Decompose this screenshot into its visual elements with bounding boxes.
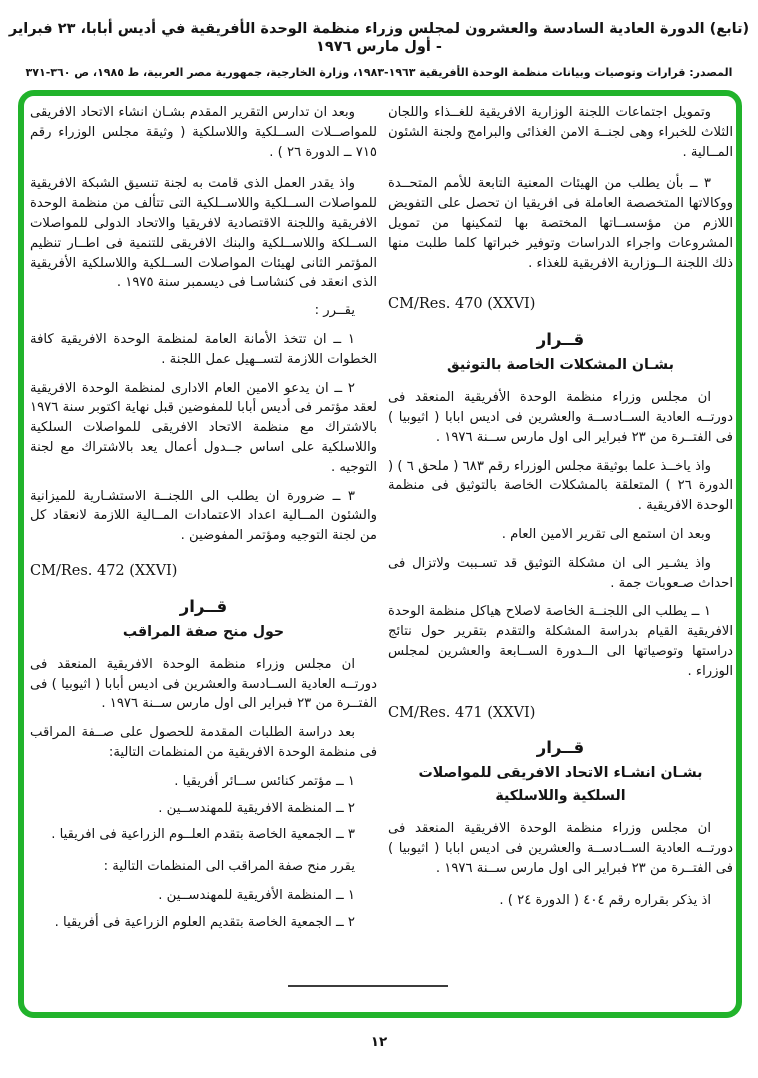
resolution-471-subject-line2: السلكية واللاسلكية bbox=[495, 788, 626, 805]
resolution-472-title: قــرار bbox=[179, 596, 228, 616]
resolution-470-id: CM/Res. 470 (XXVI) bbox=[388, 296, 536, 313]
res469-clause-3: ٣ ــ بأن يطلب من الهيئات المعنية التابعة للأمم المتحــدة ووكالاتها المتخصصة العاملة فى افريقيا ان تحصل على التفويض اللازم من مؤسســاتها المختصة بها لتمكينها من تمويل المشروعات واجراء الدراسات وتوفير خبراتها كلما طلبت منها ذلك اللجنة الــوزارية الافريقية للغذاء . bbox=[388, 176, 733, 271]
resolution-472-preamble: ان مجلس وزراء منظمة الوحدة الافريقية المنعقد فى دورتــه العادية الســادسة والعشرين فى اديس أبابا ( اثيوبيا ) فى الفتــرة من ٢٣ فبراير الى اول مارس ســنة ١٩٧٦ . bbox=[30, 656, 377, 712]
end-of-text-rule bbox=[288, 985, 448, 987]
resolution-472-subject: حول منح صفة المراقب bbox=[122, 623, 285, 640]
resolution-472-applications-intro: بعد دراسة الطلبات المقدمة للحصول على صــفة المراقب فى منظمة الوحدة الافريقية من المنظمات التالية: bbox=[30, 725, 377, 760]
column-right bbox=[388, 103, 733, 923]
resolution-470-having-heard: وبعد ان استمع الى تقرير الامين العام . bbox=[501, 526, 711, 542]
applicant-organization-2: ٢ ــ المنظمة الافريقية للمهندســين . bbox=[158, 800, 355, 816]
res471-clause-3: ٣ ــ ضرورة ان يطلب الى اللجنــة الاستشـارية للميزانية والشئون المــالية اعداد الاعتمادات المــالية اللازمة لانعقاد كل من لجنة التوجيه ومؤتمر المفوضين . bbox=[30, 488, 377, 544]
resolution-470-preamble: ان مجلس وزراء منظمة الوحدة الأفريقية المنعقد فى دورتــه العادية الســادســة والعشرين فى اديس ابابا ( اثيوبيا ) فى الفتــرة من ٢٣ فبراير الى اول مارس ســنة ١٩٧٦ . bbox=[388, 390, 733, 445]
res469-continuation-paragraph: وتمويل اجتماعات اللجنة الوزارية الافريقية للغــذاء واللجان الثلاث للخبراء وهى لجنــة الامن الغذائى والبرامج ولجنة الشئون المــالية . bbox=[388, 105, 733, 160]
column-left bbox=[30, 103, 377, 940]
res471-clause-1: ١ ــ ان تتخذ الأمانة العامة لمنظمة الوحدة الافريقية كافة الخطوات اللازمة لتســهيل عمل اللجنة . bbox=[30, 331, 377, 367]
resolution-470-noting: واذ ياخــذ علما بوثيقة مجلس الوزراء رقم ٦٨٣ ( ملحق ٦ ) ( الدورة ٢٦ ) المتعلقة بالمشكلات الخاصة بالتوثيق فى منظمة الوحدة الافريقية . bbox=[388, 458, 733, 514]
resolution-470-subject: بشـان المشكلات الخاصة بالتوثيق bbox=[447, 357, 674, 374]
applicant-organization-3: ٣ ــ الجمعية الخاصة بتقدم العلــوم الزراعية فى افريقيا . bbox=[51, 827, 355, 843]
resolution-471-subject-line1: بشـان انشـاء الاتحاد الافريقى للمواصلات bbox=[418, 765, 703, 782]
green-border-frame bbox=[18, 90, 742, 1018]
resolution-470-clause-1: ١ ــ يطلب الى اللجنــة الخاصة لاصلاح هياكل منظمة الوحدة الافريقية القيام بدراسة المشكلة والتقدم بتقرير حول نتائج دراستها وتوصياتها الى الــدورة الســابعة والعشرين لمجلس الوزراء . bbox=[388, 604, 733, 679]
resolution-471-recalling: اذ يذكر بقراره رقم ٤٠٤ ( الدورة ٢٤ ) . bbox=[499, 892, 711, 908]
page-header bbox=[8, 20, 750, 79]
page-number: ١٢ bbox=[370, 1034, 388, 1050]
res471-considered-report: وبعد ان تدارس التقرير المقدم بشـان انشاء الاتحاد الافريقى للمواصــلات الســلكية واللاسلكية ( وثيقة مجلس الوزراء رقم ٧١٥ ــ الدورة ٢٦ ) . bbox=[30, 105, 377, 160]
resolution-471-preamble: ان مجلس وزراء منظمة الوحدة الافريقية المنعقد فى دورتــه العادية الســادســة والعشرين فى اديس ابابا ( اثيوبيا ) فى الفتــرة من ٢٣ فبراير الى اول مارس ســنة ١٩٧٦ . bbox=[388, 821, 733, 876]
resolution-471-title: قــرار bbox=[536, 738, 585, 758]
resolution-470-recalling: واذ يشـير الى ان مشكلة التوثيق قد تسـببت ولاتزال فى احداث صـعوبات جمة . bbox=[388, 555, 733, 591]
grant-observer-intro: يقرر منح صفة المراقب الى المنظمات التالية : bbox=[103, 859, 355, 875]
res471-appreciating-work: واذ يقدر العمل الذى قامت به لجنة تنسيق الشبكة الافريقية للمواصلات الســلكية واللاســلكية التى تتألف من منظمة الوحدة الافريقية واللجنة الاقتصادية لافريقيا والاتحاد الدولى للمواصلات الســلكة واللاســلكية والبنك الافريقى للتنمية فى اطــار تنظيم المؤتمر الثانى لهيئات المواصلات الســلكية واللاسلكية الأفريقية الذى انعقد فى كنشاسـا فى ديسمبر سنة ١٩٧٥ . bbox=[30, 176, 377, 291]
applicant-organization-1: ١ ــ مؤتمر كنائس ســائر أفريقيا . bbox=[174, 773, 355, 789]
resolution-470-title: قــرار bbox=[536, 330, 585, 350]
res471-clause-2: ٢ ــ ان يدعو الامين العام الادارى لمنظمة الوحدة الافريقية لعقد مؤتمر فى أديس أبابا للمفوضين قبل نهاية اكتوبر سنة ١٩٧٦ بالاشتراك مع منظمة الاتحاد الافريقى للمواصلات السلكية واللاسلكية على اساس جــدول أعمال يعد بالاشتراك مع لجنة التوجيه . bbox=[30, 380, 377, 475]
granted-organization-2: ٢ ــ الجمعية الخاصة بتقديم العلوم الزراعية فى أفريقيا . bbox=[54, 914, 355, 930]
resolution-472-id: CM/Res. 472 (XXVI) bbox=[30, 562, 178, 579]
session-title: (تابع) الدورة العادية السادسة والعشرون لمجلس وزراء منظمة الوحدة الأفريقية في أديس أبابا، ٢٣ فبراير - أول مارس ١٩٧٦ bbox=[8, 21, 750, 55]
decides-label: يقــرر : bbox=[314, 303, 355, 319]
granted-organization-1: ١ ــ المنظمة الأفريقية للمهندســين . bbox=[158, 887, 355, 903]
resolution-471-id: CM/Res. 471 (XXVI) bbox=[388, 704, 536, 721]
source-citation: المصدر: قرارات وتوصيات وبيانات منظمة الوحدة الأفريقية ١٩٦٣-١٩٨٣، وزارة الخارجية، جمهورية مصر العربية، ط ١٩٨٥، ص ٣٦٠-٣٧١ bbox=[25, 66, 733, 79]
